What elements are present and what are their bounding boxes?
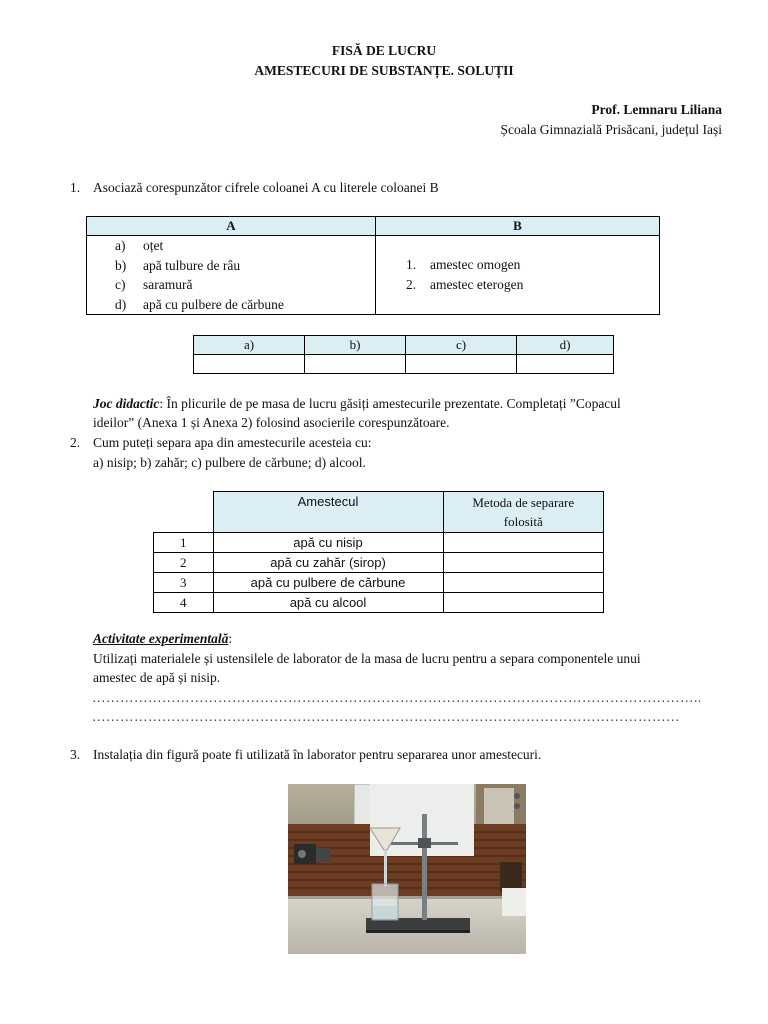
question-2-text: Cum puteți separa apa din amestecurile acesteia cu:: [93, 435, 372, 450]
answer-table: [193, 335, 614, 374]
column-b-cell: [376, 236, 660, 315]
answer-header-d: d): [517, 336, 614, 355]
author-name: Prof. Lemnaru Liliana: [591, 102, 722, 117]
method-cell[interactable]: [443, 573, 604, 593]
answer-dots-line-1[interactable]: …………………………………………………………………………………………………………………..: [92, 690, 702, 705]
answer-cell-a[interactable]: [194, 355, 305, 374]
separation-table: [153, 491, 604, 613]
lab-filtration-photo: [288, 784, 526, 954]
list-item: b) apă tulbure de râu: [115, 257, 241, 273]
matching-table: [86, 216, 660, 315]
question-3-number: 3.: [70, 747, 81, 762]
didactic-game-line-2: ideilor” (Anexa 1 și Anexa 2) folosind asocierile corespunzătoare.: [93, 415, 450, 430]
activity-heading: Activitate experimentală:: [93, 631, 233, 646]
list-item: a) oțet: [115, 238, 164, 253]
method-cell[interactable]: [443, 593, 604, 613]
column-a-cell: [87, 236, 376, 315]
answer-cell-b[interactable]: [305, 355, 406, 374]
school-name: Școala Gimnazială Prisăcani, județul Iași: [500, 122, 722, 137]
question-3-text: Instalația din figură poate fi utilizată în laborator pentru separarea unor amestecuri.: [93, 747, 542, 762]
didactic-game-line-1: Joc didactic: În plicurile de pe masa de lucru găsiți amestecurile prezentate. Completați ”Copacul: [93, 396, 621, 411]
list-item: d) apă cu pulbere de cărbune: [115, 296, 284, 312]
method-cell[interactable]: [443, 533, 604, 553]
activity-line-1: Utilizați materialele și ustensilele de laborator de la masa de lucru pentru a separa componentele unui: [93, 651, 641, 666]
table-row: 4 apă cu alcool: [154, 593, 604, 613]
answer-cell-c[interactable]: [406, 355, 517, 374]
answer-header-a: a): [194, 336, 305, 355]
question-1-number: 1.: [70, 180, 81, 195]
list-item: c) saramură: [115, 277, 193, 292]
question-2-number: 2.: [70, 435, 81, 450]
question-1-text: Asociază corespunzător cifrele coloanei A cu literele coloanei B: [93, 180, 439, 195]
method-header: Metoda de separare folosită: [443, 492, 604, 533]
list-item: 1. amestec omogen: [406, 257, 521, 272]
method-cell[interactable]: [443, 553, 604, 573]
answer-dots-line-2[interactable]: ………………………………………………………………………………………………………………: [92, 709, 680, 724]
table-row: 3 apă cu pulbere de cărbune: [154, 573, 604, 593]
document-subtitle: AMESTECURI DE SUBSTANȚE. SOLUȚII: [254, 63, 514, 78]
table-row: 2 apă cu zahăr (sirop): [154, 553, 604, 573]
activity-line-2: amestec de apă și nisip.: [93, 670, 221, 685]
answer-header-c: c): [406, 336, 517, 355]
answer-cell-d[interactable]: [517, 355, 614, 374]
table-row: 1 apă cu nisip: [154, 533, 604, 553]
filtration-setup-illustration: [288, 784, 526, 954]
column-b-header: B: [376, 217, 660, 236]
document-title: FISĂ DE LUCRU: [331, 43, 437, 58]
question-2-options: a) nisip; b) zahăr; c) pulbere de cărbune; d) alcool.: [93, 455, 366, 470]
list-item: 2. amestec eterogen: [406, 276, 524, 292]
column-a-header: A: [87, 217, 376, 236]
mixture-header: Amestecul: [213, 492, 443, 533]
answer-header-b: b): [305, 336, 406, 355]
